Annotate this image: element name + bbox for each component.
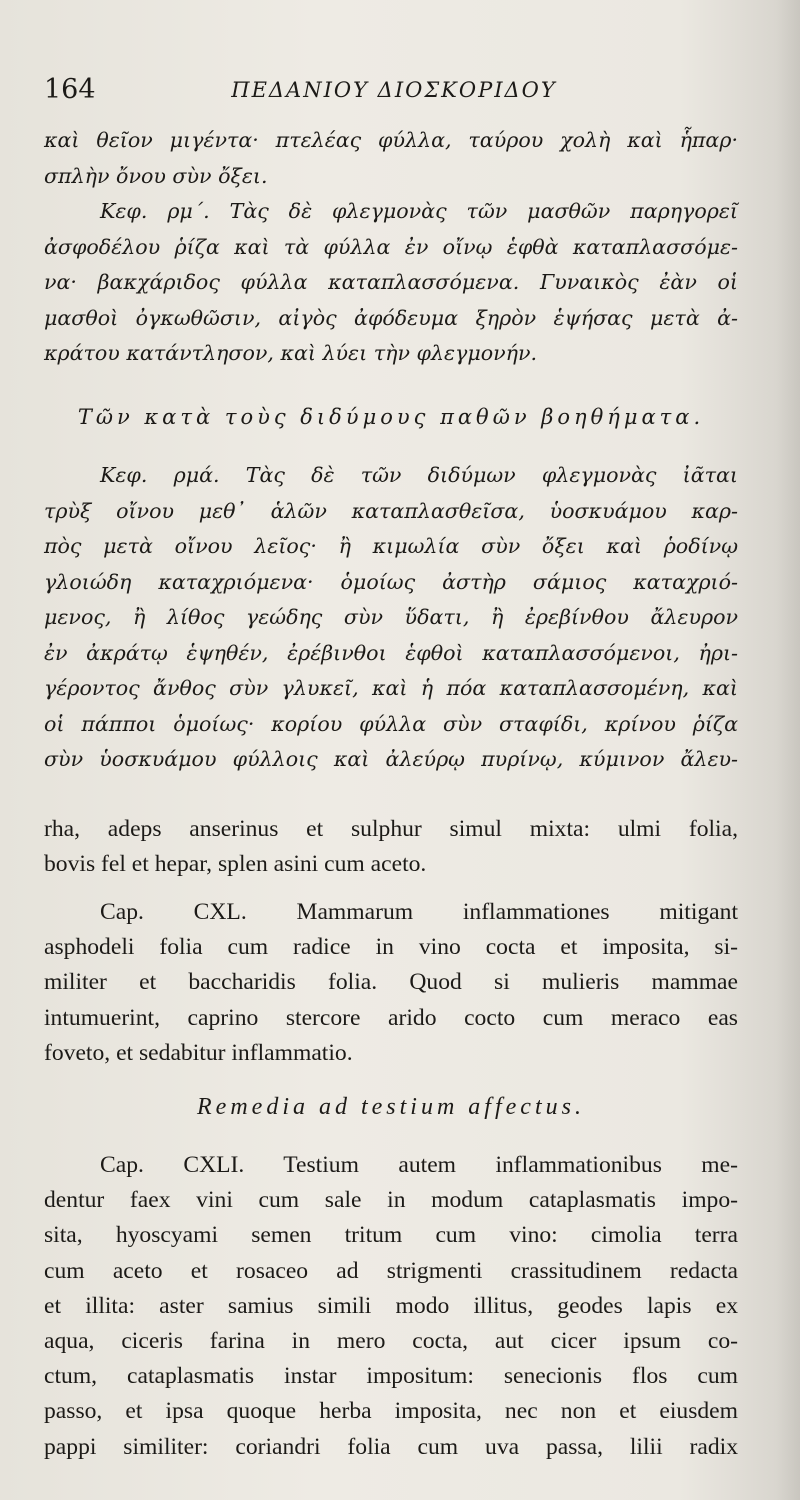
latin-paragraph-3 <box>44 1148 738 1465</box>
text-line: ἐν ἀκράτῳ ἑψηθέν, ἐρέβινθοι ἑφθοὶ καταπλασσόμενοι, ἠρι- <box>44 640 738 665</box>
text-line: passo, et ipsa quoque herba imposita, nec non et eiusdem <box>44 1398 738 1425</box>
text-line: et illita: aster samius simili modo illitus, geodes lapis ex <box>44 1292 738 1319</box>
greek-paragraph-2 <box>44 194 738 372</box>
text-line: rha, adeps anserinus et sulphur simul mixta: ulmi folia, <box>44 816 738 842</box>
text-line: γλοιώδη καταχριόμενα· ὁμοίως ἀστὴρ σάμιος καταχριό- <box>44 569 738 594</box>
text-line: τρὺξ οἴνου μεθ᾽ ἁλῶν καταπλασθεῖσα, ὑοσκυάμου καρ- <box>44 498 738 523</box>
text-line: σὺν ὑοσκυάμου φύλλοις καὶ ἀλεύρῳ πυρίνῳ, κύμινον ἄλευ- <box>44 747 738 771</box>
chapter-opening-line: Κεφ. ρμά. Τὰς δὲ τῶν διδύμων φλεγμονὰς ἰᾶται <box>100 463 738 487</box>
chapter-opening-line: Κεφ. ρμ΄. Τὰς δὲ φλεγμονὰς τῶν μασθῶν παρηγορεῖ <box>100 199 738 223</box>
latin-section-heading: Remedia ad testium affectus. <box>197 1094 585 1120</box>
text-line: να· βακχάριδος φύλλα καταπλασσόμενα. Γυναικὸς ἐὰν οἱ <box>44 270 738 294</box>
text-line: asphodeli folia cum radice in vino cocta et imposita, si- <box>44 934 738 961</box>
text-line: intumuerint, caprino stercore arido cocto cum meraco eas <box>44 1004 738 1031</box>
chapter-opening-line: Cap. CXL. Mammarum inflammationes mitigant <box>100 899 738 925</box>
text-line: bovis fel et hepar, splen asini cum aceto. <box>44 851 427 878</box>
latin-paragraph-1 <box>44 812 738 882</box>
running-title: ΠΕΔΑΝΙΟΥ ΔΙΟΣΚΟΡΙΔΟΥ <box>231 78 557 102</box>
text-line: πὸς μετὰ οἴνου λεῖος· ἢ κιμωλία σὺν ὄξει καὶ ῥοδίνῳ <box>44 534 738 558</box>
text-line: ctum, cataplasmatis instar impositum: senecionis flos cum <box>44 1363 738 1390</box>
greek-section-heading: Τῶν κατὰ τοὺς διδύμους παθῶν βοηθήματα. <box>77 405 705 429</box>
text-line: μασθοὶ ὀγκωθῶσιν, αἰγὸς ἀφόδευμα ξηρὸν ἑψήσας μετὰ ἀ- <box>44 305 738 330</box>
text-line: aqua, ciceris farina in mero cocta, aut cicer ipsum co- <box>44 1328 738 1355</box>
text-line: γέροντος ἄνθος σὺν γλυκεῖ, καὶ ἡ πόα καταπλασσομένη, καὶ <box>44 676 738 700</box>
greek-paragraph-1 <box>44 123 738 194</box>
page-number: 164 <box>44 74 96 105</box>
greek-paragraph-3 <box>44 458 738 778</box>
latin-paragraph-2 <box>44 895 738 1071</box>
text-line: militer et baccharidis folia. Quod si mulieris mammae <box>44 969 738 996</box>
text-line: κράτου κατάντλησον, καὶ λύει τὴν φλεγμονήν. <box>44 341 538 365</box>
text-line: μενος, ἢ λίθος γεώδης σὺν ὕδατι, ἢ ἐρεβίνθου ἄλευρον <box>44 605 738 629</box>
text-line: σπλὴν ὄνου σὺν ὄξει. <box>44 163 268 188</box>
text-line: καὶ θεῖον μιγέντα· πτελέας φύλλα, ταύρου χολὴ καὶ ἧπαρ· <box>44 128 738 152</box>
text-line: foveto, et sedabitur inflammatio. <box>44 1039 353 1066</box>
chapter-opening-line: Cap. CXLI. Testium autem inflammationibus me- <box>100 1152 738 1178</box>
text-line: sita, hyoscyami semen tritum cum vino: cimolia terra <box>44 1222 738 1249</box>
page-header <box>44 74 744 108</box>
text-line: cum aceto et rosaceo ad strigmenti crassitudinem redacta <box>44 1257 738 1284</box>
text-line: οἱ πάπποι ὁμοίως· κορίου φύλλα σὺν σταφίδι, κρίνου ῥίζα <box>44 711 738 736</box>
text-line: pappi similiter: coriandri folia cum uva passa, lilii radix <box>44 1433 738 1460</box>
text-line: dentur faex vini cum sale in modum cataplasmatis impo- <box>44 1187 738 1214</box>
text-line: ἀσφοδέλου ῥίζα καὶ τὰ φύλλα ἐν οἴνῳ ἑφθὰ καταπλασσόμε- <box>44 234 738 259</box>
